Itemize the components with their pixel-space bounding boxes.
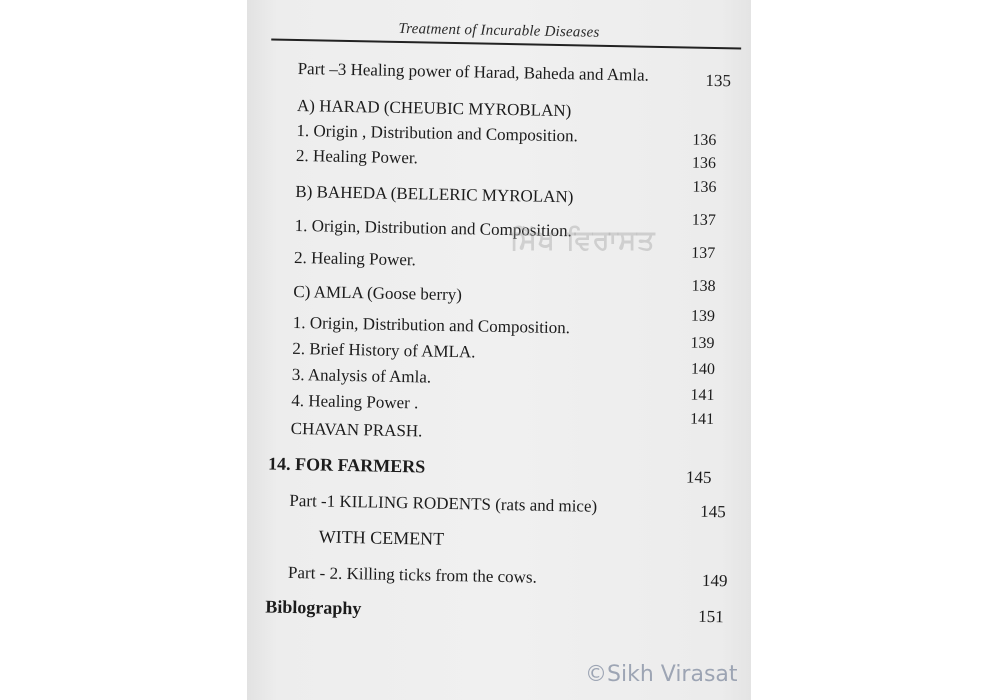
page-number: 136 (692, 178, 717, 197)
page-number: 137 (691, 211, 717, 230)
entry-chavan-prash: CHAVAN PRASH. (290, 418, 423, 441)
entry-amla-healing: 4. Healing Power . (291, 390, 419, 413)
page-number: 140 (690, 360, 716, 379)
page-number: 136 (691, 154, 717, 173)
page-number: 145 (700, 501, 726, 522)
entry-amla-heading: C) AMLA (Goose berry) (293, 281, 463, 305)
page-number: 139 (690, 307, 716, 326)
entry-harad-heading: A) HARAD (CHEUBIC MYROBLAN) (296, 95, 572, 121)
page-number: 151 (698, 606, 724, 627)
entry-bibliography: Biblography (265, 596, 362, 619)
entry-baheda-origin: 1. Origin, Distribution and Composition. (294, 215, 573, 241)
page-number: 136 (692, 131, 717, 150)
page-number: 149 (701, 570, 728, 591)
watermark-gurmukhi: ਸਿੱਖ ਵਿਰਾਸਤ (510, 225, 656, 256)
entry-killing-ticks: Part - 2. Killing ticks from the cows. (287, 562, 537, 587)
entry-with-cement: WITH CEMENT (318, 526, 445, 549)
page-number: 141 (689, 410, 715, 429)
entry-part3-title: Part –3 Healing power of Harad, Baheda and Amla. (297, 58, 650, 85)
entry-baheda-healing: 2. Healing Power. (293, 247, 417, 270)
entry-chapter-14: 14. FOR FARMERS (267, 453, 426, 477)
page-number: 138 (691, 277, 716, 296)
entry-amla-analysis: 3. Analysis of Amla. (291, 364, 432, 387)
page-number: 141 (690, 386, 715, 405)
contents-page (247, 0, 751, 700)
entry-baheda-heading: B) BAHEDA (BELLERIC MYROLAN) (295, 181, 574, 207)
entry-killing-rodents: Part -1 KILLING RODENTS (rats and mice) (289, 490, 598, 516)
entry-harad-origin: 1. Origin , Distribution and Composition. (296, 120, 579, 146)
page-number: 139 (690, 334, 715, 353)
header-rule (271, 38, 741, 49)
book-page-photo (247, 0, 751, 700)
page-number: 135 (705, 70, 732, 91)
entry-harad-healing: 2. Healing Power. (295, 145, 419, 168)
watermark-copyright: ©Sikh Virasat (585, 662, 738, 687)
entry-amla-origin: 1. Origin, Distribution and Composition. (292, 312, 571, 338)
page-number: 137 (691, 244, 716, 263)
running-head: Treatment of Incurable Diseases (398, 20, 600, 41)
page-number: 145 (685, 467, 712, 488)
entry-amla-history: 2. Brief History of AMLA. (292, 338, 476, 362)
